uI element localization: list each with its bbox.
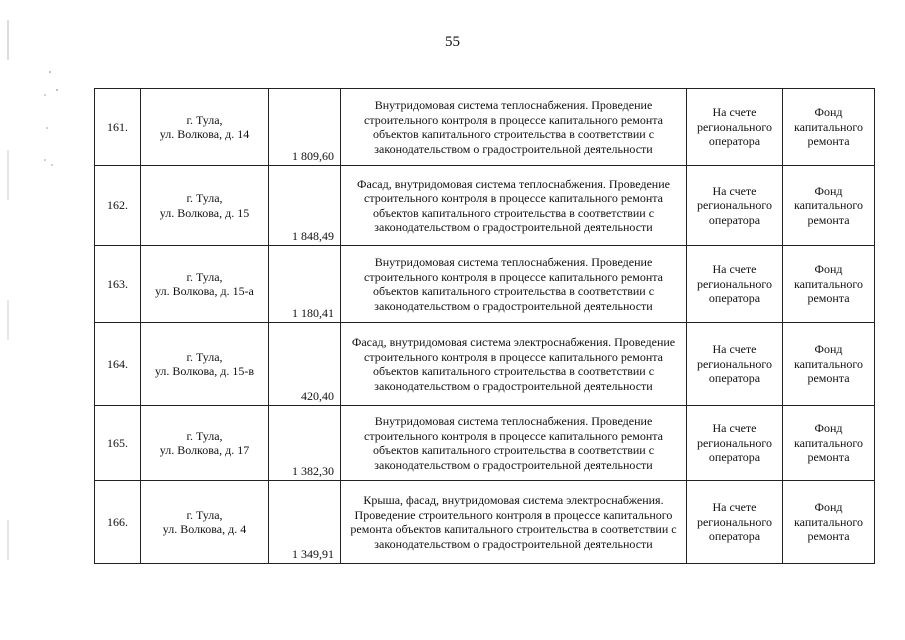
account-type: На счете регионального оператора	[687, 481, 783, 564]
address-city: г. Тула,	[186, 112, 223, 127]
table-row	[95, 246, 875, 323]
table-row	[95, 323, 875, 406]
address-cell	[141, 481, 269, 564]
account-type: На счете регионального оператора	[687, 406, 783, 481]
row-number: 165.	[95, 406, 141, 481]
table-row	[95, 481, 875, 564]
address-cell	[141, 166, 269, 246]
work-description: Фасад, внутридомовая система теплоснабжения. Проведение строительного контроля в процессе капитального ремонта объектов капитального строительства в соответствии с законодательством о градостроительной деятельности	[341, 166, 687, 246]
address-cell	[141, 89, 269, 166]
address-city: г. Тула,	[186, 191, 223, 205]
address-cell	[141, 246, 269, 323]
address-street: ул. Волкова, д. 15-в	[154, 364, 255, 378]
address-street: ул. Волкова, д. 14	[159, 127, 250, 141]
account-type: На счете регионального оператора	[687, 89, 783, 166]
page-number: 55	[445, 34, 460, 50]
area-value: 1 809,60	[269, 89, 341, 166]
row-number: 162.	[95, 166, 141, 246]
funding-source: Фонд капитального ремонта	[783, 89, 875, 166]
area-value: 420,40	[269, 323, 341, 406]
address-street: ул. Волкова, д. 17	[159, 443, 250, 457]
funding-source: Фонд капитального ремонта	[783, 481, 875, 564]
account-type: На счете регионального оператора	[687, 323, 783, 406]
address-cell	[141, 323, 269, 406]
row-number: 161.	[95, 89, 141, 166]
funding-source: Фонд капитального ремонта	[783, 246, 875, 323]
area-value: 1 349,91	[269, 481, 341, 564]
address-street: ул. Волкова, д. 15	[159, 205, 250, 220]
row-number: 166.	[95, 481, 141, 564]
funding-source: Фонд капитального ремонта	[783, 166, 875, 246]
repair-registry-table	[94, 88, 875, 564]
address-city: г. Тула,	[186, 507, 223, 522]
work-description: Внутридомовая система теплоснабжения. Проведение строительного контроля в процессе капитального ремонта объектов капитального строительства в соответствии с законодательством о градостроительной деятельности	[341, 246, 687, 323]
table-row	[95, 89, 875, 166]
address-city: г. Тула,	[186, 349, 223, 364]
funding-source: Фонд капитального ремонта	[783, 323, 875, 406]
margin-scan-marks	[0, 0, 90, 640]
account-type: На счете регионального оператора	[687, 246, 783, 323]
account-type: На счете регионального оператора	[687, 166, 783, 246]
address-street: ул. Волкова, д. 15-а	[155, 284, 254, 298]
work-description: Внутридомовая система теплоснабжения. Проведение строительного контроля в процессе капитального ремонта объектов капитального строительства в соответствии с законодательством о градостроительной деятельности	[341, 89, 687, 166]
work-description: Внутридомовая система теплоснабжения. Проведение строительного контроля в процессе капитального ремонта объектов капитального строительства в соответствии с законодательством о градостроительной деятельности	[341, 406, 687, 481]
address-street: ул. Волкова, д. 4	[162, 522, 247, 536]
table-row	[95, 406, 875, 481]
row-number: 163.	[95, 246, 141, 323]
address-cell	[141, 406, 269, 481]
address-city: г. Тула,	[186, 269, 223, 284]
area-value: 1 848,49	[269, 166, 341, 246]
work-description: Крыша, фасад, внутридомовая система электроснабжения. Проведение строительного контроля в процессе капитального ремонта объектов капитального строительства в соответствии с законодательством о градостроительной деятельности	[341, 481, 687, 564]
area-value: 1 382,30	[269, 406, 341, 481]
row-number: 164.	[95, 323, 141, 406]
table-row	[95, 166, 875, 246]
area-value: 1 180,41	[269, 246, 341, 323]
work-description: Фасад, внутридомовая система электроснабжения. Проведение строительного контроля в процессе капитального ремонта объектов капитального строительства в соответствии с законодательством о градостроительной деятельности	[341, 323, 687, 406]
address-city: г. Тула,	[186, 428, 223, 443]
funding-source: Фонд капитального ремонта	[783, 406, 875, 481]
